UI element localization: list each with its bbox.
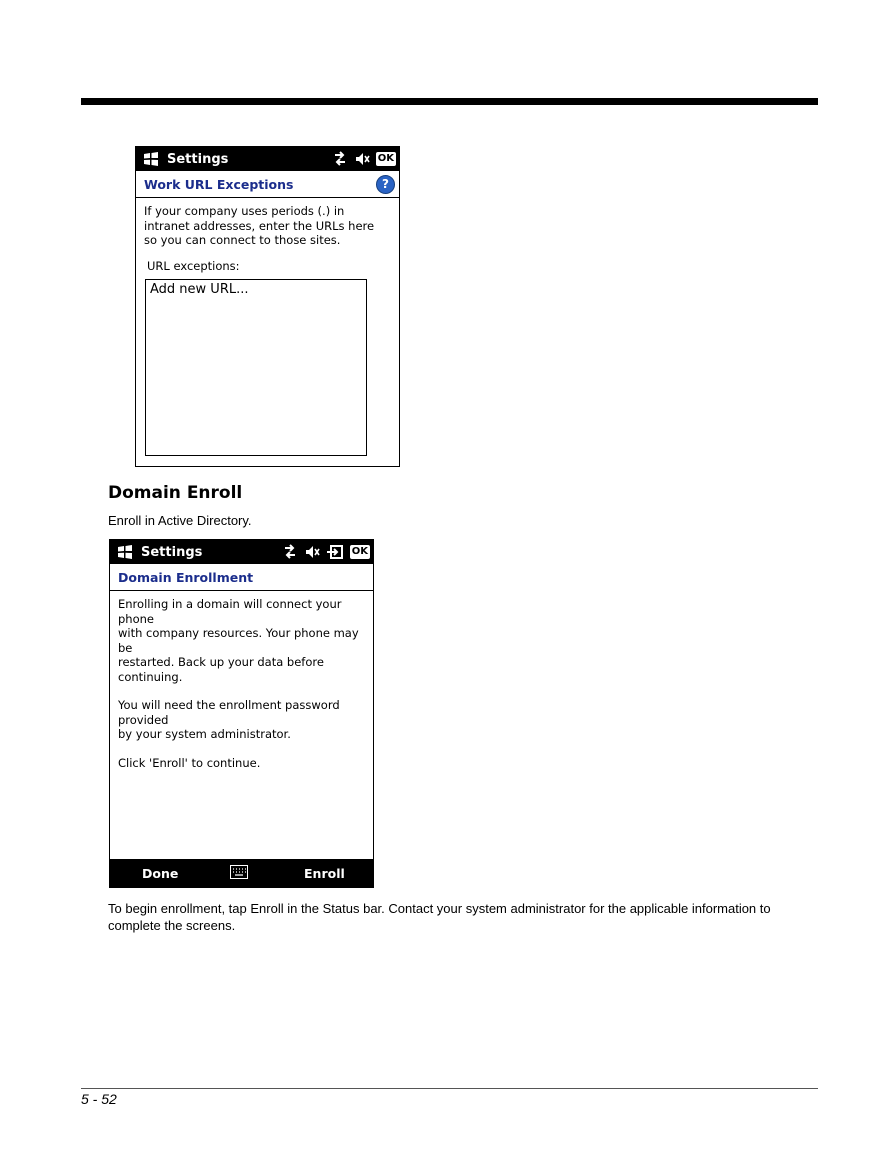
connectivity-icon[interactable]	[332, 151, 348, 167]
screen-title: Work URL Exceptions	[144, 176, 294, 192]
domain-enrollment-screenshot	[109, 539, 374, 888]
enroll-softkey[interactable]: Enroll	[304, 866, 345, 881]
speaker-muted-icon[interactable]	[304, 544, 320, 560]
description-line: intranet addresses, enter the URLs here	[144, 218, 375, 233]
bottom-rule	[81, 1088, 818, 1089]
add-new-url-item[interactable]: Add new URL...	[150, 282, 249, 297]
ok-icon[interactable]: OK	[377, 153, 394, 164]
instructions-paragraph: To begin enrollment, tap Enroll in the Status bar. Contact your system administrator for the applicable information to complete the screens.	[108, 901, 771, 933]
keyboard-icon[interactable]	[230, 865, 248, 879]
description	[136, 204, 399, 248]
done-softkey[interactable]: Done	[142, 866, 179, 881]
ok-icon[interactable]: OK	[351, 546, 368, 557]
top-rule	[81, 98, 818, 105]
enrollment-info	[110, 597, 373, 770]
app-title: Settings	[167, 151, 229, 167]
description-line: If your company uses periods (.) in	[144, 204, 345, 218]
connectivity-icon[interactable]	[282, 544, 298, 560]
screen-header	[110, 564, 373, 591]
help-icon[interactable]: ?	[376, 175, 395, 194]
title-bar	[136, 147, 399, 171]
work-url-exceptions-screenshot	[135, 146, 400, 467]
section-description: Enroll in Active Directory.	[108, 513, 252, 528]
windows-logo-icon[interactable]	[142, 151, 160, 167]
section-heading: Domain Enroll	[108, 483, 243, 503]
softkey-bar	[110, 859, 373, 887]
windows-logo-icon[interactable]	[116, 544, 134, 560]
url-exceptions-label: URL exceptions:	[147, 258, 240, 273]
app-title: Settings	[141, 544, 203, 560]
info-line: by your system administrator.	[118, 727, 291, 741]
screen-title: Domain Enrollment	[118, 569, 254, 585]
info-line: Click 'Enroll' to continue.	[118, 755, 261, 770]
enroll-icon[interactable]	[326, 544, 344, 560]
info-line: Enrolling in a domain will connect your phone	[118, 597, 342, 626]
speaker-muted-icon[interactable]	[354, 151, 370, 167]
info-line: You will need the enrollment password provided	[118, 698, 340, 727]
info-line: restarted. Back up your data before continuing.	[118, 655, 324, 684]
url-exceptions-list[interactable]	[145, 279, 367, 456]
description-line: so you can connect to those sites.	[144, 233, 341, 247]
info-line: with company resources. Your phone may be	[118, 626, 359, 655]
screen-header	[136, 171, 399, 198]
page-number: 5 - 52	[81, 1091, 117, 1107]
title-bar	[110, 540, 373, 564]
